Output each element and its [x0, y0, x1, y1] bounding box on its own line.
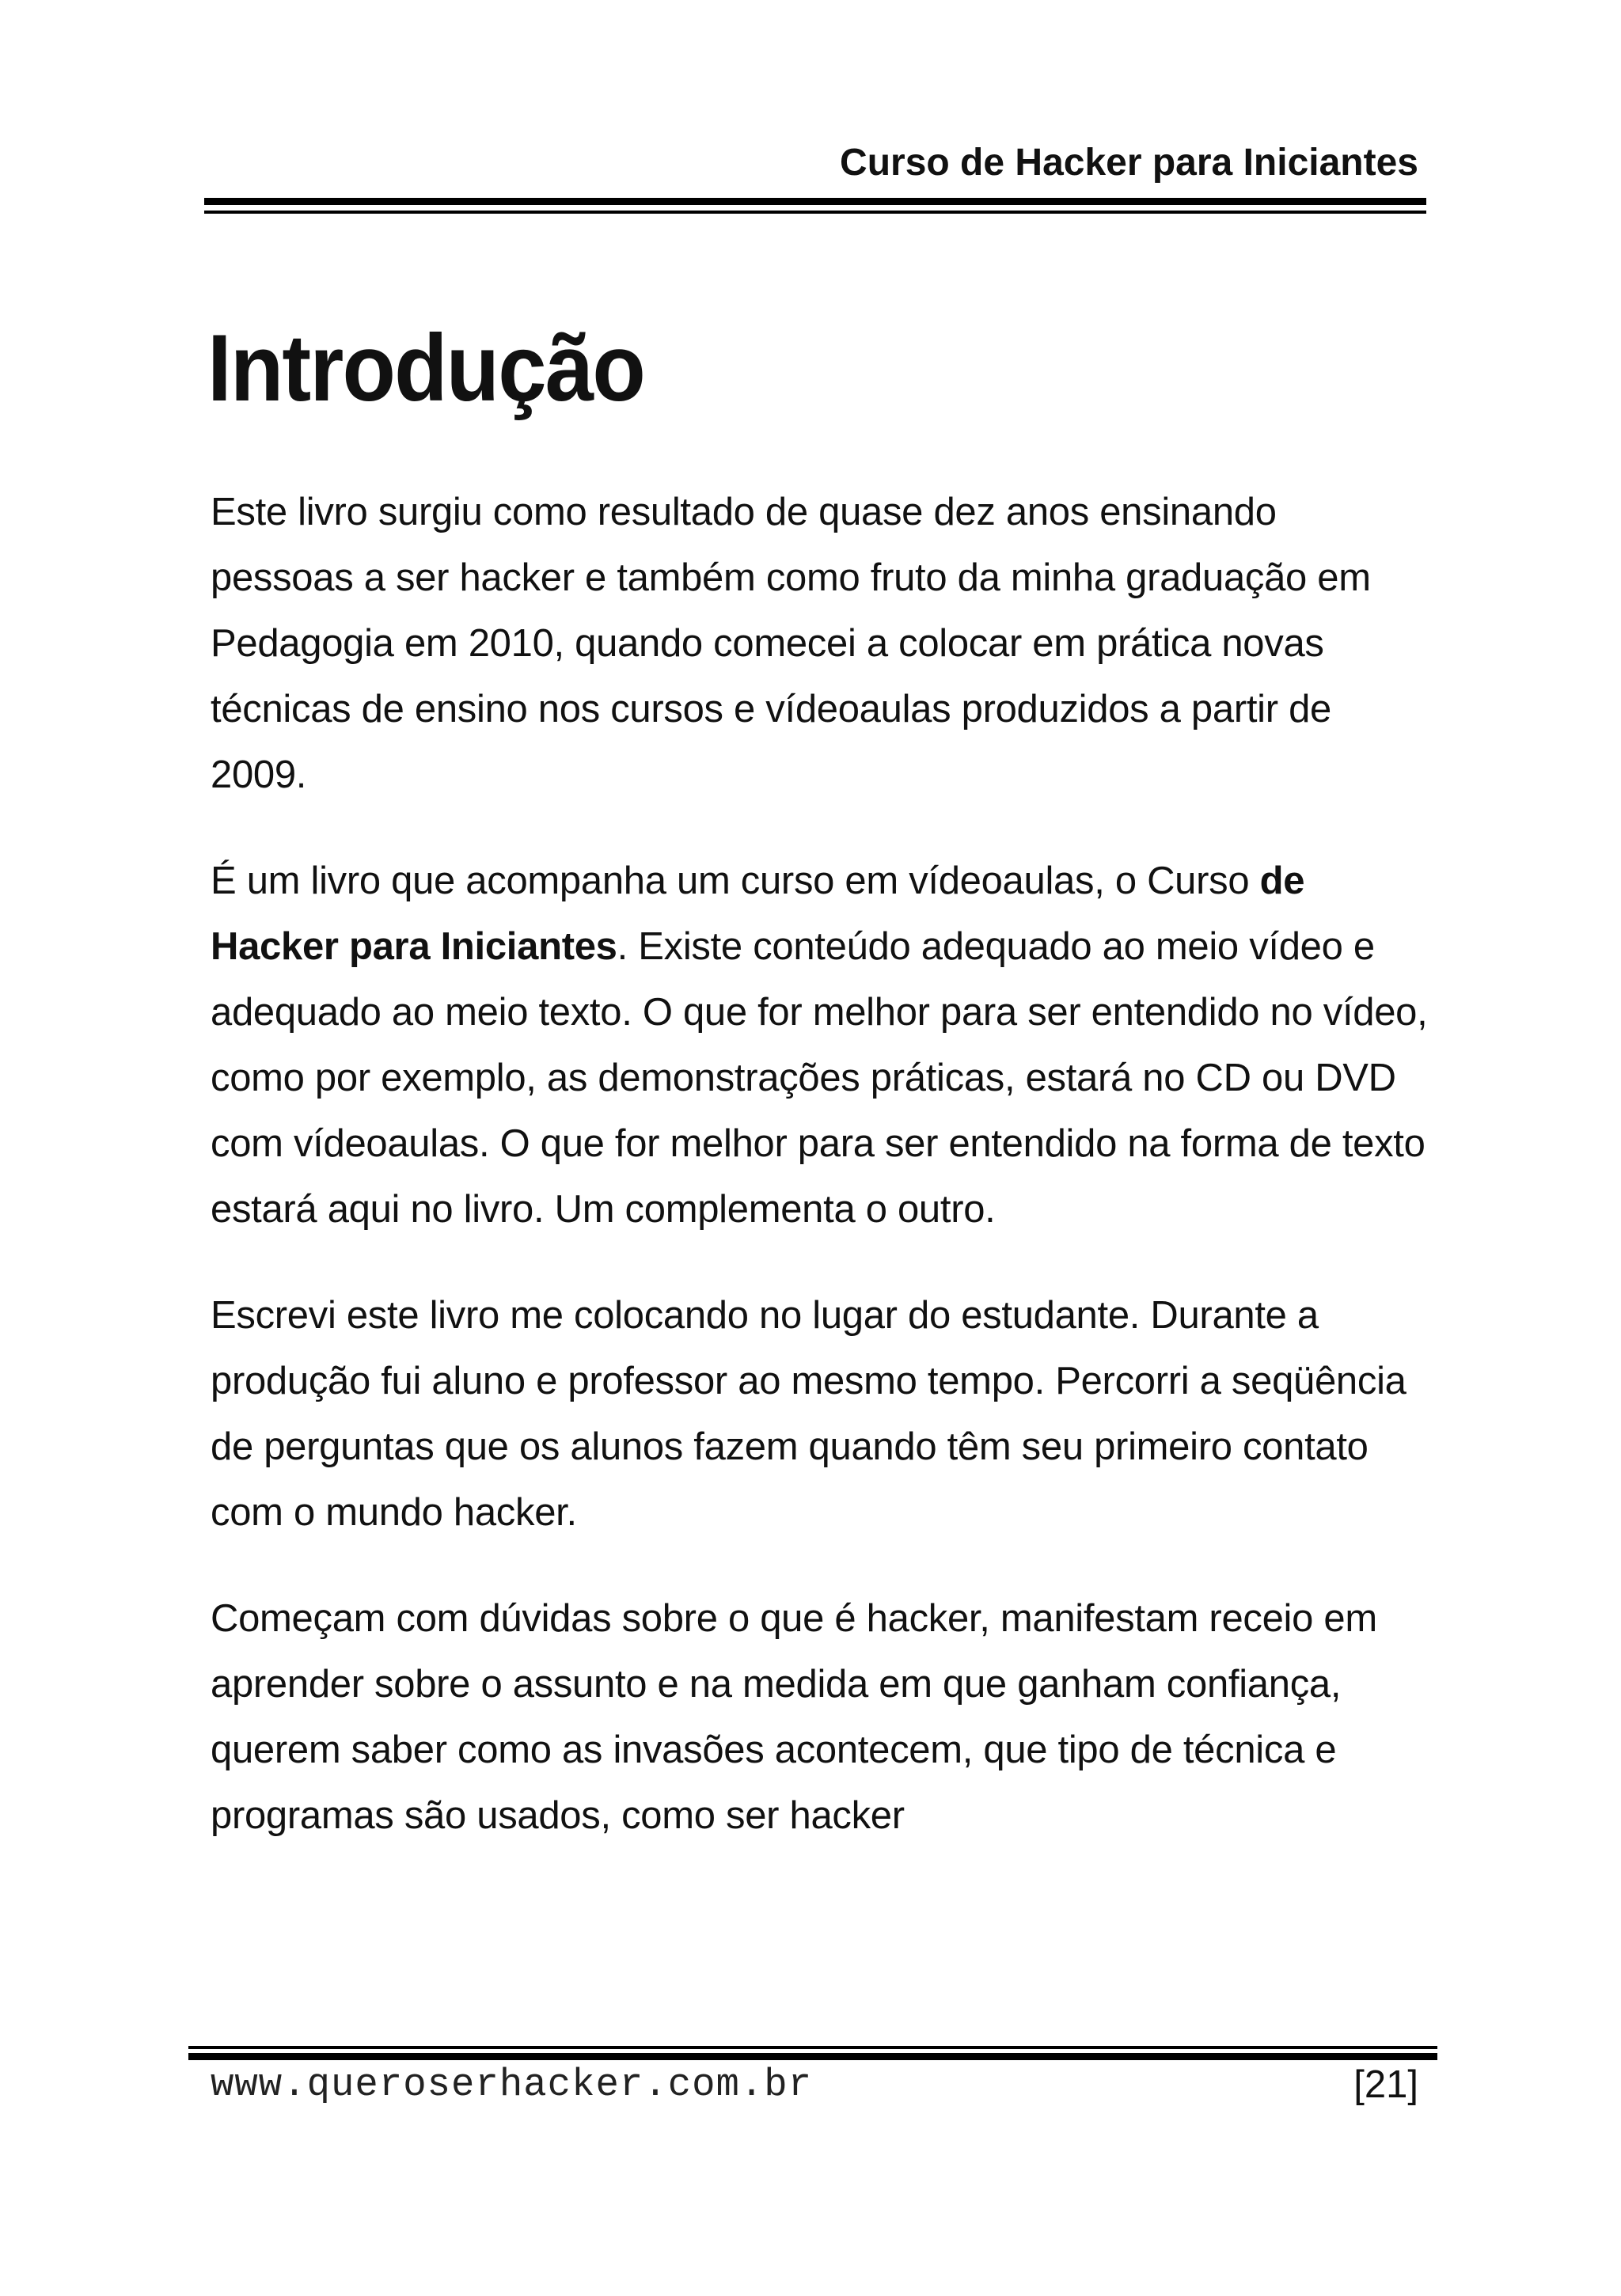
- header-rule-thick: [204, 198, 1426, 205]
- header-rule-thin: [204, 211, 1426, 214]
- paragraph-2-bold-course-name: de Hacker para Iniciantes: [211, 860, 1305, 968]
- chapter-title: Introdução: [207, 315, 644, 421]
- footer-rule-thin: [188, 2046, 1437, 2049]
- paragraph-1: Este livro surgiu como resultado de quase dez anos ensinando pessoas a ser hacker e também como fruto da minha graduação em Pedagogia em 2010, quando comecei a colocar em prática novas técnicas de ensino nos cursos e vídeoaulas produzidos a partir de 2009.: [211, 491, 1371, 796]
- paragraph-2: [211, 848, 1429, 1243]
- running-header-title: Curso de Hacker para Iniciantes: [840, 142, 1418, 184]
- paragraph-2-start: É um livro que acompanha um curso em vídeoaulas, o Curso: [211, 860, 1260, 902]
- paragraph-4: Começam com dúvidas sobre o que é hacker, manifestam receio em aprender sobre o assunto e na medida em que ganham confiança, querem saber como as invasões acontecem, que tipo de técnica e programas são usados, como ser hacker: [211, 1597, 1377, 1837]
- paragraph-2-end: . Existe conteúdo adequado ao meio vídeo e adequado ao meio texto. O que for melhor para ser entendido no vídeo, como por exemplo, as demonstrações práticas, estará no CD ou DVD com vídeoaulas. O que for melhor para ser entendido na forma de texto estará aqui no livro. Um complementa o outro.: [211, 925, 1428, 1231]
- footer-page-number: [21]: [1353, 2063, 1418, 2106]
- footer-rule-thick: [188, 2053, 1437, 2060]
- body-text: [211, 480, 1429, 1889]
- footer-website-url: www.queroserhacker.com.br: [211, 2063, 813, 2107]
- paragraph-3: Escrevi este livro me colocando no lugar do estudante. Durante a produção fui aluno e professor ao mesmo tempo. Percorri a seqüência de perguntas que os alunos fazem quando têm seu primeiro contato com o mundo hacker.: [211, 1294, 1407, 1534]
